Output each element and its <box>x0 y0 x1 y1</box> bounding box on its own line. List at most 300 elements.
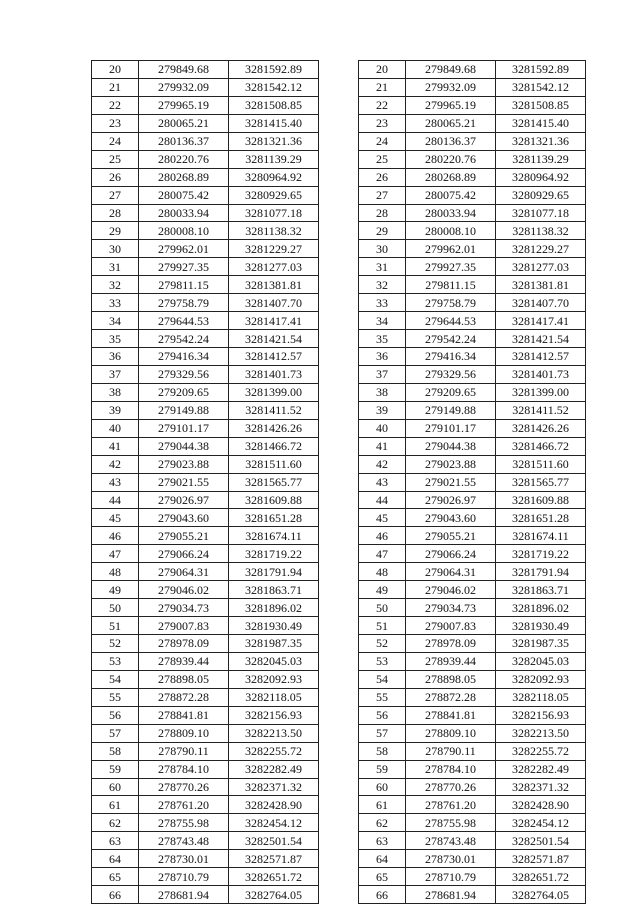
x-coordinate-cell: 279055.21 <box>139 527 229 545</box>
table-row <box>92 348 319 366</box>
table-row <box>92 132 319 150</box>
y-coordinate-cell: 3281077.18 <box>496 204 586 222</box>
table-row <box>359 330 586 348</box>
table-row <box>359 688 586 706</box>
y-coordinate-cell: 3281401.73 <box>229 365 319 383</box>
table-row <box>359 796 586 814</box>
y-coordinate-cell: 3281399.00 <box>496 383 586 401</box>
point-number-cell: 62 <box>92 814 139 832</box>
table-row <box>359 78 586 96</box>
y-coordinate-cell: 3281415.40 <box>496 114 586 132</box>
point-number-cell: 48 <box>359 563 406 581</box>
table-row <box>359 491 586 509</box>
coordinate-table-right <box>358 60 586 904</box>
x-coordinate-cell: 278761.20 <box>139 796 229 814</box>
y-coordinate-cell: 3281542.12 <box>496 78 586 96</box>
y-coordinate-cell: 3281863.71 <box>496 581 586 599</box>
table-row <box>359 186 586 204</box>
y-coordinate-cell: 3282764.05 <box>229 886 319 904</box>
point-number-cell: 29 <box>359 222 406 240</box>
point-number-cell: 62 <box>359 814 406 832</box>
x-coordinate-cell: 279209.65 <box>406 383 496 401</box>
y-coordinate-cell: 3281863.71 <box>229 581 319 599</box>
table-row <box>92 365 319 383</box>
point-number-cell: 65 <box>359 868 406 886</box>
x-coordinate-cell: 278710.79 <box>139 868 229 886</box>
point-number-cell: 51 <box>359 617 406 635</box>
point-number-cell: 41 <box>92 437 139 455</box>
point-number-cell: 50 <box>92 599 139 617</box>
y-coordinate-cell: 3282501.54 <box>496 832 586 850</box>
point-number-cell: 60 <box>92 778 139 796</box>
table-row <box>92 186 319 204</box>
y-coordinate-cell: 3281719.22 <box>229 545 319 563</box>
point-number-cell: 24 <box>92 132 139 150</box>
point-number-cell: 63 <box>92 832 139 850</box>
table-row <box>92 814 319 832</box>
point-number-cell: 63 <box>359 832 406 850</box>
table-row <box>359 276 586 294</box>
table-row <box>359 348 586 366</box>
table-row <box>92 796 319 814</box>
table-row <box>92 635 319 653</box>
x-coordinate-cell: 279329.56 <box>139 365 229 383</box>
table-row <box>359 204 586 222</box>
table-row <box>92 868 319 886</box>
point-number-cell: 37 <box>92 365 139 383</box>
x-coordinate-cell: 280268.89 <box>139 168 229 186</box>
table-row <box>92 832 319 850</box>
y-coordinate-cell: 3282092.93 <box>229 670 319 688</box>
x-coordinate-cell: 280008.10 <box>139 222 229 240</box>
point-number-cell: 36 <box>92 348 139 366</box>
point-number-cell: 65 <box>92 868 139 886</box>
point-number-cell: 29 <box>92 222 139 240</box>
y-coordinate-cell: 3281229.27 <box>496 240 586 258</box>
x-coordinate-cell: 278743.48 <box>139 832 229 850</box>
x-coordinate-cell: 279034.73 <box>139 599 229 617</box>
x-coordinate-cell: 279209.65 <box>139 383 229 401</box>
x-coordinate-cell: 278790.11 <box>406 742 496 760</box>
x-coordinate-cell: 278978.09 <box>406 635 496 653</box>
y-coordinate-cell: 3281077.18 <box>229 204 319 222</box>
x-coordinate-cell: 278872.28 <box>139 688 229 706</box>
x-coordinate-cell: 279932.09 <box>139 78 229 96</box>
y-coordinate-cell: 3281277.03 <box>496 258 586 276</box>
y-coordinate-cell: 3281651.28 <box>496 509 586 527</box>
y-coordinate-cell: 3281565.77 <box>496 473 586 491</box>
y-coordinate-cell: 3282255.72 <box>496 742 586 760</box>
y-coordinate-cell: 3281407.70 <box>496 294 586 312</box>
table-row <box>92 599 319 617</box>
x-coordinate-cell: 279416.34 <box>139 348 229 366</box>
x-coordinate-cell: 280008.10 <box>406 222 496 240</box>
y-coordinate-cell: 3282156.93 <box>229 706 319 724</box>
point-number-cell: 38 <box>359 383 406 401</box>
y-coordinate-cell: 3281609.88 <box>496 491 586 509</box>
table-row <box>359 240 586 258</box>
point-number-cell: 30 <box>92 240 139 258</box>
table-row <box>92 204 319 222</box>
point-number-cell: 59 <box>92 760 139 778</box>
table-row <box>359 61 586 79</box>
y-coordinate-cell: 3282428.90 <box>496 796 586 814</box>
point-number-cell: 33 <box>359 294 406 312</box>
y-coordinate-cell: 3282428.90 <box>229 796 319 814</box>
x-coordinate-cell: 278790.11 <box>139 742 229 760</box>
y-coordinate-cell: 3281930.49 <box>229 617 319 635</box>
y-coordinate-cell: 3281411.52 <box>229 401 319 419</box>
y-coordinate-cell: 3281508.85 <box>496 96 586 114</box>
x-coordinate-cell: 278710.79 <box>406 868 496 886</box>
table-row <box>359 527 586 545</box>
x-coordinate-cell: 279021.55 <box>139 473 229 491</box>
table-row <box>92 276 319 294</box>
point-number-cell: 21 <box>359 78 406 96</box>
point-number-cell: 61 <box>359 796 406 814</box>
y-coordinate-cell: 3282213.50 <box>229 724 319 742</box>
point-number-cell: 53 <box>92 652 139 670</box>
y-coordinate-cell: 3281674.11 <box>229 527 319 545</box>
y-coordinate-cell: 3282118.05 <box>229 688 319 706</box>
point-number-cell: 32 <box>359 276 406 294</box>
y-coordinate-cell: 3282764.05 <box>496 886 586 904</box>
table-row <box>92 778 319 796</box>
table-row <box>359 455 586 473</box>
point-number-cell: 57 <box>92 724 139 742</box>
table-row <box>92 527 319 545</box>
table-row <box>92 437 319 455</box>
table-row <box>359 832 586 850</box>
y-coordinate-cell: 3281987.35 <box>229 635 319 653</box>
y-coordinate-cell: 3281321.36 <box>229 132 319 150</box>
y-coordinate-cell: 3281421.54 <box>229 330 319 348</box>
x-coordinate-cell: 278730.01 <box>139 850 229 868</box>
x-coordinate-cell: 278755.98 <box>139 814 229 832</box>
point-number-cell: 27 <box>359 186 406 204</box>
table-row <box>359 168 586 186</box>
point-number-cell: 39 <box>359 401 406 419</box>
point-number-cell: 58 <box>92 742 139 760</box>
point-number-cell: 54 <box>92 670 139 688</box>
table-row <box>359 437 586 455</box>
x-coordinate-cell: 278809.10 <box>139 724 229 742</box>
x-coordinate-cell: 279021.55 <box>406 473 496 491</box>
table-row <box>92 312 319 330</box>
y-coordinate-cell: 3281987.35 <box>496 635 586 653</box>
y-coordinate-cell: 3282454.12 <box>229 814 319 832</box>
table-row <box>359 258 586 276</box>
x-coordinate-cell: 279064.31 <box>406 563 496 581</box>
table-row <box>359 365 586 383</box>
table-row <box>359 419 586 437</box>
x-coordinate-cell: 279644.53 <box>139 312 229 330</box>
table-row <box>359 581 586 599</box>
point-number-cell: 28 <box>92 204 139 222</box>
table-row <box>92 114 319 132</box>
table-row <box>92 563 319 581</box>
x-coordinate-cell: 279066.24 <box>406 545 496 563</box>
x-coordinate-cell: 279811.15 <box>406 276 496 294</box>
x-coordinate-cell: 279416.34 <box>406 348 496 366</box>
x-coordinate-cell: 278784.10 <box>406 760 496 778</box>
point-number-cell: 47 <box>359 545 406 563</box>
x-coordinate-cell: 279758.79 <box>406 294 496 312</box>
y-coordinate-cell: 3281466.72 <box>229 437 319 455</box>
y-coordinate-cell: 3282118.05 <box>496 688 586 706</box>
x-coordinate-cell: 278978.09 <box>139 635 229 653</box>
table-row <box>359 312 586 330</box>
table-row <box>92 78 319 96</box>
y-coordinate-cell: 3280964.92 <box>496 168 586 186</box>
y-coordinate-cell: 3281542.12 <box>229 78 319 96</box>
table-row <box>92 240 319 258</box>
point-number-cell: 59 <box>359 760 406 778</box>
x-coordinate-cell: 279965.19 <box>139 96 229 114</box>
y-coordinate-cell: 3282045.03 <box>229 652 319 670</box>
y-coordinate-cell: 3281138.32 <box>496 222 586 240</box>
x-coordinate-cell: 279034.73 <box>406 599 496 617</box>
table-row <box>359 742 586 760</box>
table-row <box>359 114 586 132</box>
y-coordinate-cell: 3282571.87 <box>496 850 586 868</box>
point-number-cell: 24 <box>359 132 406 150</box>
table-row <box>359 473 586 491</box>
table-row <box>359 814 586 832</box>
x-coordinate-cell: 279927.35 <box>406 258 496 276</box>
table-row <box>359 545 586 563</box>
y-coordinate-cell: 3281407.70 <box>229 294 319 312</box>
table-row <box>359 635 586 653</box>
point-number-cell: 49 <box>92 581 139 599</box>
x-coordinate-cell: 279965.19 <box>406 96 496 114</box>
x-coordinate-cell: 279932.09 <box>406 78 496 96</box>
y-coordinate-cell: 3282213.50 <box>496 724 586 742</box>
y-coordinate-cell: 3281399.00 <box>229 383 319 401</box>
table-row <box>359 760 586 778</box>
table-row <box>359 132 586 150</box>
x-coordinate-cell: 280268.89 <box>406 168 496 186</box>
x-coordinate-cell: 279849.68 <box>406 61 496 79</box>
point-number-cell: 35 <box>92 330 139 348</box>
point-number-cell: 20 <box>359 61 406 79</box>
point-number-cell: 23 <box>92 114 139 132</box>
table-row <box>359 383 586 401</box>
y-coordinate-cell: 3281277.03 <box>229 258 319 276</box>
y-coordinate-cell: 3281138.32 <box>229 222 319 240</box>
y-coordinate-cell: 3281791.94 <box>496 563 586 581</box>
x-coordinate-cell: 279101.17 <box>406 419 496 437</box>
y-coordinate-cell: 3281412.57 <box>229 348 319 366</box>
table-row <box>359 886 586 904</box>
y-coordinate-cell: 3282571.87 <box>229 850 319 868</box>
table-row <box>359 222 586 240</box>
point-number-cell: 66 <box>92 886 139 904</box>
point-number-cell: 61 <box>92 796 139 814</box>
table-row <box>92 473 319 491</box>
point-number-cell: 43 <box>359 473 406 491</box>
y-coordinate-cell: 3280929.65 <box>229 186 319 204</box>
x-coordinate-cell: 279962.01 <box>406 240 496 258</box>
y-coordinate-cell: 3281139.29 <box>229 150 319 168</box>
point-number-cell: 35 <box>359 330 406 348</box>
point-number-cell: 37 <box>359 365 406 383</box>
coordinate-table-left-body <box>92 61 319 904</box>
point-number-cell: 48 <box>92 563 139 581</box>
table-row <box>92 222 319 240</box>
x-coordinate-cell: 279962.01 <box>139 240 229 258</box>
x-coordinate-cell: 279758.79 <box>139 294 229 312</box>
x-coordinate-cell: 278872.28 <box>406 688 496 706</box>
y-coordinate-cell: 3282255.72 <box>229 742 319 760</box>
point-number-cell: 42 <box>359 455 406 473</box>
point-number-cell: 64 <box>359 850 406 868</box>
table-row <box>92 724 319 742</box>
table-row <box>359 778 586 796</box>
y-coordinate-cell: 3280964.92 <box>229 168 319 186</box>
x-coordinate-cell: 279101.17 <box>139 419 229 437</box>
point-number-cell: 57 <box>359 724 406 742</box>
table-row <box>92 886 319 904</box>
point-number-cell: 45 <box>359 509 406 527</box>
x-coordinate-cell: 279849.68 <box>139 61 229 79</box>
x-coordinate-cell: 278841.81 <box>139 706 229 724</box>
x-coordinate-cell: 279026.97 <box>406 491 496 509</box>
table-row <box>359 850 586 868</box>
y-coordinate-cell: 3282371.32 <box>229 778 319 796</box>
y-coordinate-cell: 3281674.11 <box>496 527 586 545</box>
x-coordinate-cell: 278809.10 <box>406 724 496 742</box>
point-number-cell: 22 <box>92 96 139 114</box>
y-coordinate-cell: 3282092.93 <box>496 670 586 688</box>
point-number-cell: 54 <box>359 670 406 688</box>
point-number-cell: 55 <box>92 688 139 706</box>
x-coordinate-cell: 278761.20 <box>406 796 496 814</box>
y-coordinate-cell: 3281412.57 <box>496 348 586 366</box>
table-row <box>92 742 319 760</box>
point-number-cell: 51 <box>92 617 139 635</box>
x-coordinate-cell: 280075.42 <box>406 186 496 204</box>
point-number-cell: 21 <box>92 78 139 96</box>
table-row <box>92 455 319 473</box>
y-coordinate-cell: 3281930.49 <box>496 617 586 635</box>
point-number-cell: 53 <box>359 652 406 670</box>
table-row <box>92 760 319 778</box>
table-row <box>92 61 319 79</box>
table-row <box>92 652 319 670</box>
point-number-cell: 56 <box>359 706 406 724</box>
point-number-cell: 43 <box>92 473 139 491</box>
y-coordinate-cell: 3281381.81 <box>496 276 586 294</box>
x-coordinate-cell: 279007.83 <box>139 617 229 635</box>
x-coordinate-cell: 280220.76 <box>139 150 229 168</box>
coordinate-table-right-body <box>359 61 586 904</box>
y-coordinate-cell: 3281609.88 <box>229 491 319 509</box>
table-row <box>92 419 319 437</box>
x-coordinate-cell: 279066.24 <box>139 545 229 563</box>
y-coordinate-cell: 3281592.89 <box>496 61 586 79</box>
point-number-cell: 34 <box>92 312 139 330</box>
table-row <box>92 401 319 419</box>
point-number-cell: 42 <box>92 455 139 473</box>
x-coordinate-cell: 279026.97 <box>139 491 229 509</box>
table-row <box>92 706 319 724</box>
point-number-cell: 55 <box>359 688 406 706</box>
point-number-cell: 22 <box>359 96 406 114</box>
table-row <box>92 294 319 312</box>
x-coordinate-cell: 278784.10 <box>139 760 229 778</box>
point-number-cell: 36 <box>359 348 406 366</box>
table-row <box>359 599 586 617</box>
table-row <box>359 706 586 724</box>
table-row <box>359 294 586 312</box>
y-coordinate-cell: 3281417.41 <box>496 312 586 330</box>
y-coordinate-cell: 3282282.49 <box>229 760 319 778</box>
y-coordinate-cell: 3281411.52 <box>496 401 586 419</box>
x-coordinate-cell: 278681.94 <box>139 886 229 904</box>
x-coordinate-cell: 279044.38 <box>139 437 229 455</box>
point-number-cell: 31 <box>359 258 406 276</box>
point-number-cell: 66 <box>359 886 406 904</box>
point-number-cell: 31 <box>92 258 139 276</box>
y-coordinate-cell: 3282651.72 <box>496 868 586 886</box>
point-number-cell: 26 <box>92 168 139 186</box>
y-coordinate-cell: 3281421.54 <box>496 330 586 348</box>
y-coordinate-cell: 3281426.26 <box>496 419 586 437</box>
y-coordinate-cell: 3281401.73 <box>496 365 586 383</box>
table-row <box>359 563 586 581</box>
table-row <box>359 652 586 670</box>
point-number-cell: 44 <box>359 491 406 509</box>
y-coordinate-cell: 3281565.77 <box>229 473 319 491</box>
x-coordinate-cell: 278841.81 <box>406 706 496 724</box>
point-number-cell: 60 <box>359 778 406 796</box>
x-coordinate-cell: 279927.35 <box>139 258 229 276</box>
table-row <box>359 724 586 742</box>
table-row <box>359 96 586 114</box>
point-number-cell: 27 <box>92 186 139 204</box>
y-coordinate-cell: 3281592.89 <box>229 61 319 79</box>
x-coordinate-cell: 280136.37 <box>139 132 229 150</box>
x-coordinate-cell: 280075.42 <box>139 186 229 204</box>
point-number-cell: 58 <box>359 742 406 760</box>
point-number-cell: 52 <box>359 635 406 653</box>
point-number-cell: 25 <box>359 150 406 168</box>
x-coordinate-cell: 278898.05 <box>139 670 229 688</box>
x-coordinate-cell: 280136.37 <box>406 132 496 150</box>
x-coordinate-cell: 279046.02 <box>139 581 229 599</box>
point-number-cell: 39 <box>92 401 139 419</box>
point-number-cell: 28 <box>359 204 406 222</box>
y-coordinate-cell: 3281719.22 <box>496 545 586 563</box>
point-number-cell: 45 <box>92 509 139 527</box>
table-row <box>92 545 319 563</box>
point-number-cell: 30 <box>359 240 406 258</box>
y-coordinate-cell: 3281426.26 <box>229 419 319 437</box>
x-coordinate-cell: 279044.38 <box>406 437 496 455</box>
point-number-cell: 33 <box>92 294 139 312</box>
x-coordinate-cell: 279329.56 <box>406 365 496 383</box>
x-coordinate-cell: 278770.26 <box>139 778 229 796</box>
x-coordinate-cell: 280033.94 <box>139 204 229 222</box>
table-row <box>359 401 586 419</box>
table-row <box>359 868 586 886</box>
point-number-cell: 20 <box>92 61 139 79</box>
table-row <box>92 670 319 688</box>
y-coordinate-cell: 3282156.93 <box>496 706 586 724</box>
point-number-cell: 25 <box>92 150 139 168</box>
x-coordinate-cell: 279644.53 <box>406 312 496 330</box>
